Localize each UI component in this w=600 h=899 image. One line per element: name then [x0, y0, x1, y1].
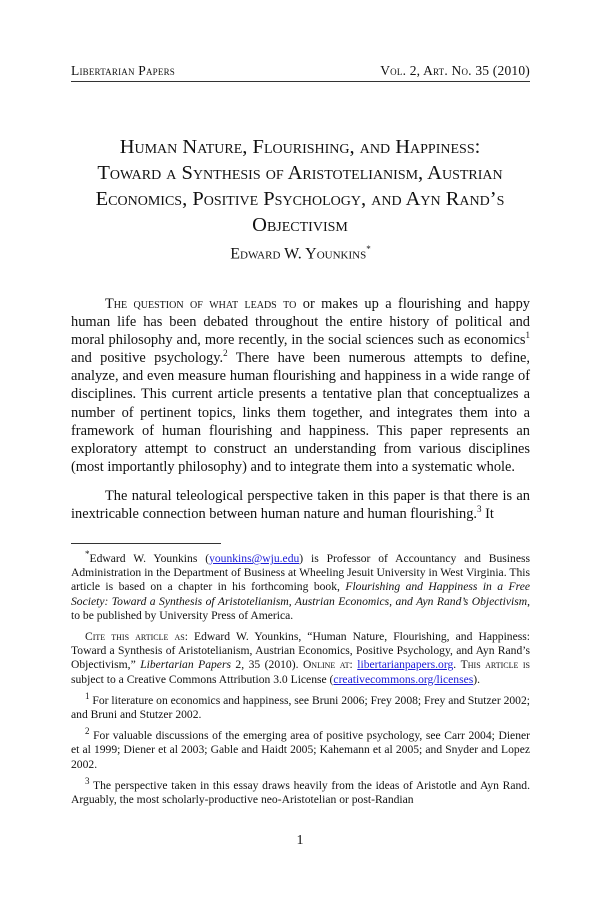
author-name: Edward W. Younkins	[230, 245, 367, 263]
footnote-text: , to be published by University Press of America.	[71, 594, 530, 622]
footnote-ref-3[interactable]: 3	[477, 504, 482, 515]
title-line: Toward a Synthesis of Aristotelianism, Austrian	[97, 162, 503, 184]
footnote-divider	[71, 543, 221, 544]
footnote-ref-2[interactable]: 2	[223, 348, 228, 359]
journal-name: Libertarian Papers	[71, 63, 175, 78]
footnote-mark: 2	[85, 726, 90, 737]
paragraph-text: and positive psychology.	[71, 350, 224, 367]
citation-note	[71, 630, 530, 687]
footnote-text: The perspective taken in this essay draws heavily from the ideas of Aristotle and Ayn Rand. Arguably, the most scholarly-productive neo-Aristotelian or post-Randian	[71, 778, 530, 807]
footnote-3	[71, 775, 530, 807]
journal-url-link[interactable]: libertarianpapers.org	[357, 658, 454, 672]
paragraph-text: There have been numerous attempts to define, analyze, and even measure human flourishing and happiness in a wide range of disciplines. This current article presents a tentative plan that conceptualizes a number of pertinent topics, links them together, and integrates them into a framework of human flourishing and happiness. This paper represents an exploratory attempt to construct an understanding from various disciplines (most importantly philosophy) and to integrate them into a systematic whole.	[71, 350, 530, 475]
license-lead: This article is	[460, 658, 530, 672]
paragraph-text: or makes up a flourishing and happy human life has been debated throughout the entire history of political and moral philosophy and, more recently, in the social sciences such as economics	[71, 296, 530, 349]
footnote-mark: 3	[85, 775, 90, 786]
footnote-mark: 1	[85, 690, 90, 701]
footnote-1	[71, 690, 530, 722]
paragraph-2	[71, 487, 530, 523]
footnote-author	[71, 549, 530, 623]
book-title: Flourishing and Happiness in a Free Society: Toward a Synthesis of Aristotelianism, Austrian Economics, and Ayn Rand’s Objectivism	[71, 580, 530, 608]
author-footnote-mark: *	[366, 244, 371, 254]
footnote-text: For literature on economics and happiness, see Bruni 2006; Frey 2008; Frey and Stutzer 2002; and Bruni and Stutzer 2002.	[71, 693, 530, 722]
citation-text: :	[349, 658, 358, 672]
article-title	[60, 134, 540, 238]
body-text	[71, 295, 530, 534]
citation-online-label: Online at	[302, 658, 350, 672]
citation-text: ).	[473, 672, 481, 686]
citation-text: 2, 35 (2010).	[230, 658, 303, 672]
title-line: Objectivism	[252, 214, 348, 236]
footnote-2	[71, 726, 530, 772]
paragraph-1	[71, 295, 530, 476]
page-number: 1	[296, 833, 304, 848]
citation-text: : Edward W. Younkins, “Human Nature, Flourishing, and Happiness: Toward a Synthesis of Aristotelianism, Austrian Economics, Positive Psychology, and Ayn Rand’s Objectivism,”	[71, 630, 530, 672]
citation-text: subject to a Creative Commons Attribution 3.0 License (	[71, 672, 334, 686]
citation-text: .	[453, 658, 461, 672]
running-header	[71, 63, 530, 82]
title-line: Human Nature, Flourishing, and Happiness:	[119, 136, 481, 158]
footnote-text: Edward W. Younkins (	[89, 552, 210, 565]
volume-info: Vol. 2, Art. No. 35 (2010)	[380, 63, 530, 78]
citation-journal: Libertarian Papers	[140, 658, 231, 672]
footnotes	[71, 549, 530, 814]
footnote-text: For valuable discussions of the emerging area of positive psychology, see Carr 2004; Diener et al 1999; Diener et al 2003; Gable and Haidt 2005; Kahemann et al 2005; and Snyder and Lopez 2002.	[71, 729, 530, 771]
title-line: Economics, Positive Psychology, and Ayn Rand’s	[95, 188, 505, 210]
paragraph-lead-in: The question of what leads to	[105, 296, 297, 312]
license-url-link[interactable]: creativecommons.org/licenses	[333, 672, 474, 686]
footnote-ref-1[interactable]: 1	[525, 330, 530, 341]
author-email-link[interactable]: younkins@wju.edu	[209, 552, 300, 565]
author-line	[71, 244, 530, 263]
paragraph-text: The natural teleological perspective taken in this paper is that there is an inextricable connection between human nature and human flourishing.	[71, 487, 530, 523]
footnote-mark: *	[85, 549, 90, 560]
footnote-text: ) is Professor of Accountancy and Business Administration in the Department of Business at Wheeling Jesuit University in West Virginia. This article is based on a chapter in his forthcoming book,	[71, 552, 530, 594]
citation-lead: Cite this article as	[85, 630, 185, 644]
paragraph-text: It	[481, 506, 494, 523]
